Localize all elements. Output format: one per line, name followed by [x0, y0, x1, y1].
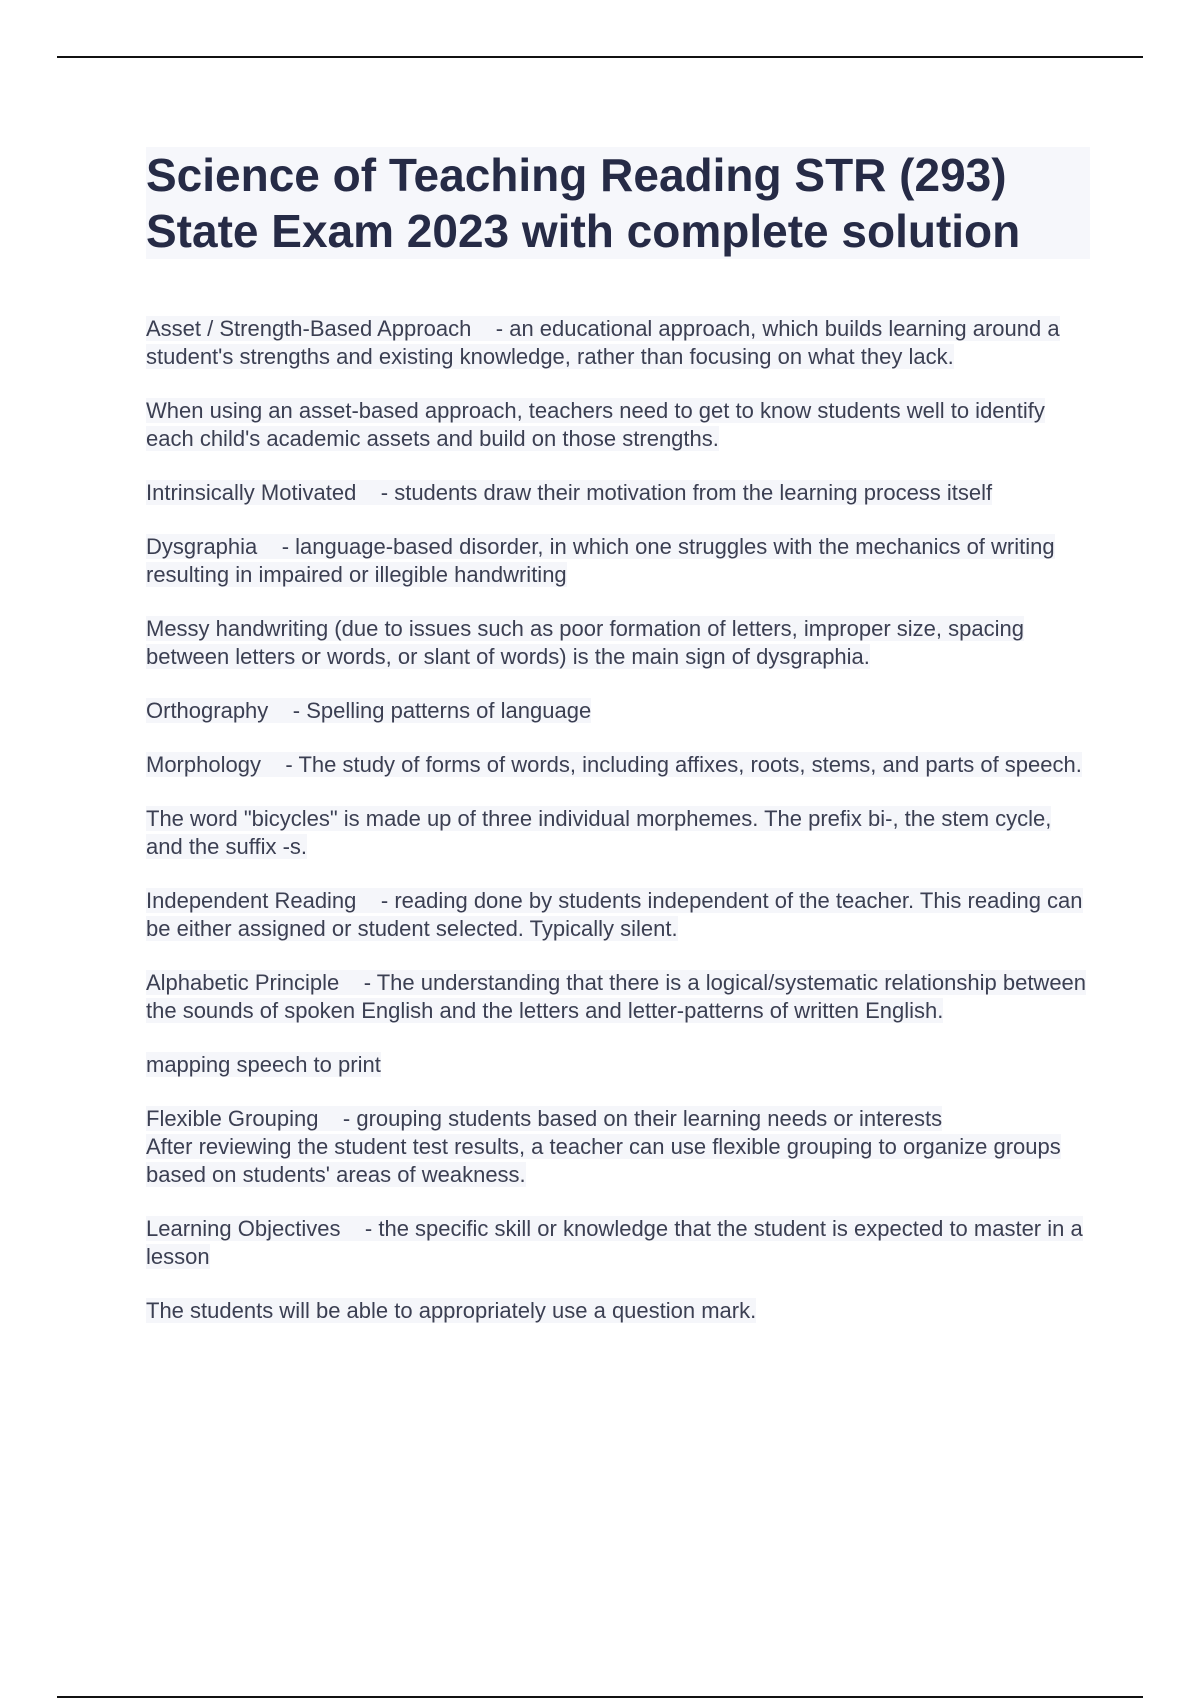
definition: - Spelling patterns of language [292, 698, 592, 723]
note-dysgraphia [146, 615, 1090, 671]
entry-orthography [146, 697, 1090, 725]
definition: - the specific skill or knowledge that the student is expected to master in a lesson [146, 1216, 1083, 1269]
document-title [146, 147, 1090, 259]
extra: After reviewing the student test results, a teacher can use flexible grouping to organize groups based on students' areas of weakness. [146, 1134, 1061, 1187]
title-line-1: Science of Teaching Reading STR (293) [146, 149, 1007, 201]
note-text: When using an asset-based approach, teachers need to get to know students well to identify each child's academic assets and build on those strengths. [146, 398, 1045, 451]
definition: - grouping students based on their learning needs or interests [342, 1106, 943, 1131]
note-learning-objectives [146, 1297, 1090, 1325]
note-text: mapping speech to print [146, 1052, 381, 1077]
entry-alphabetic-principle [146, 969, 1090, 1025]
term: Intrinsically Motivated [146, 480, 357, 505]
term: Alphabetic Principle [146, 970, 340, 995]
note-alphabetic-principle [146, 1051, 1090, 1079]
entry-asset-based-approach [146, 315, 1090, 371]
entry-intrinsically-motivated [146, 479, 1090, 507]
entry-morphology [146, 751, 1090, 779]
top-rule [57, 56, 1143, 58]
term: Dysgraphia [146, 534, 258, 559]
term: Orthography [146, 698, 269, 723]
term: Asset / Strength-Based Approach [146, 316, 472, 341]
document-body [146, 147, 1090, 1351]
definition: - The understanding that there is a logical/systematic relationship between the sounds of spoken English and the letters and letter-patterns of written English. [146, 970, 1087, 1023]
definition: - reading done by students independent of the teacher. This reading can be either assigned or student selected. Typically silent. [146, 888, 1083, 941]
entry-independent-reading [146, 887, 1090, 943]
note-text: The word "bicycles" is made up of three individual morphemes. The prefix bi-, the stem cycle, and the suffix -s. [146, 806, 1052, 859]
term: Independent Reading [146, 888, 357, 913]
note-text: The students will be able to appropriately use a question mark. [146, 1298, 757, 1323]
term: Morphology [146, 752, 261, 777]
definition: - The study of forms of words, including affixes, roots, stems, and parts of speech. [285, 752, 1082, 777]
definition: - an educational approach, which builds learning around a student's strengths and existing knowledge, rather than focusing on what they lack. [146, 316, 1060, 369]
note-asset-based-approach [146, 397, 1090, 453]
entry-dysgraphia [146, 533, 1090, 589]
entry-learning-objectives [146, 1215, 1090, 1271]
entry-flexible-grouping [146, 1105, 1090, 1189]
bottom-rule [57, 1696, 1143, 1698]
note-morphology [146, 805, 1090, 861]
term: Learning Objectives [146, 1216, 341, 1241]
definition: - students draw their motivation from the learning process itself [380, 480, 993, 505]
title-line-2: State Exam 2023 with complete solution [146, 205, 1021, 257]
note-text: Messy handwriting (due to issues such as poor formation of letters, improper size, spacing between letters or words, or slant of words) is the main sign of dysgraphia. [146, 616, 1024, 669]
definition: - language-based disorder, in which one struggles with the mechanics of writing resulting in impaired or illegible handwriting [146, 534, 1055, 587]
term: Flexible Grouping [146, 1106, 319, 1131]
